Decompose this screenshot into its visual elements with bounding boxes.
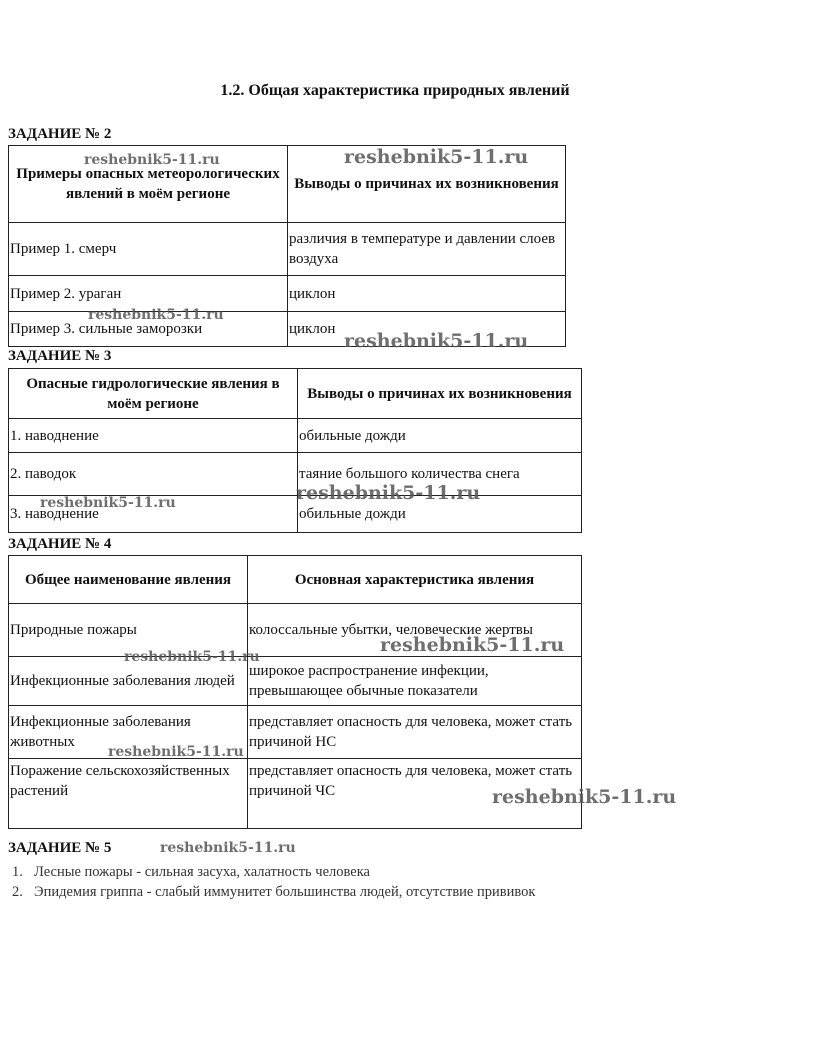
task4-cell: представляет опасность для человека, может стать причиной НС xyxy=(248,706,582,759)
watermark: reshebnik5-11.ru xyxy=(344,330,529,352)
watermark: reshebnik5-11.ru xyxy=(160,840,296,856)
list-item-number: 1. xyxy=(12,864,23,880)
list-item-number: 2. xyxy=(12,884,23,900)
task5-heading: ЗАДАНИЕ № 5 xyxy=(8,840,112,856)
page-title: 1.2. Общая характеристика природных явлений xyxy=(220,82,570,99)
task2-cell: Пример 1. смерч xyxy=(9,223,288,276)
task3-cell: обильные дожди xyxy=(298,496,582,533)
task3-cell: обильные дожди xyxy=(298,419,582,453)
task3-header-2: Выводы о причинах их возникновения xyxy=(298,369,582,419)
task4-header-1: Общее наименование явления xyxy=(9,556,248,604)
task2-header-1: Примеры опасных метеорологических явлений в моём регионе xyxy=(9,146,288,223)
watermark: reshebnik5-11.ru xyxy=(88,307,224,323)
task4-header-2: Основная характеристика явления xyxy=(248,556,582,604)
watermark: reshebnik5-11.ru xyxy=(492,786,677,808)
task3-heading: ЗАДАНИЕ № 3 xyxy=(8,348,112,364)
list-item-text: Эпидемия гриппа - слабый иммунитет большинства людей, отсутствие прививок xyxy=(34,884,536,900)
task4-cell: Инфекционные заболевания животных xyxy=(9,706,248,759)
task4-cell: колоссальные убытки, человеческие жертвы xyxy=(248,604,582,657)
task2-cell: Пример 2. ураган xyxy=(9,276,288,312)
task2-cell: циклон xyxy=(288,276,566,312)
watermark: reshebnik5-11.ru xyxy=(380,634,565,656)
watermark: reshebnik5-11.ru xyxy=(84,152,220,168)
task2-cell: различия в температуре и давлении слоев воздуха xyxy=(288,223,566,276)
task3-cell: 3. наводнение xyxy=(9,496,298,533)
list-item xyxy=(12,862,535,882)
task3-header-1: Опасные гидрологические явления в моём регионе xyxy=(9,369,298,419)
watermark: reshebnik5-11.ru xyxy=(296,482,481,504)
task4-cell: Поражение сельскохозяйственных растений xyxy=(9,759,248,829)
task2-cell: циклон xyxy=(288,312,566,347)
list-item xyxy=(12,882,535,902)
task2-heading: ЗАДАНИЕ № 2 xyxy=(8,126,112,142)
watermark: reshebnik5-11.ru xyxy=(108,744,244,760)
task3-cell: 1. наводнение xyxy=(9,419,298,453)
watermark: reshebnik5-11.ru xyxy=(40,495,176,511)
list-item-text: Лесные пожары - сильная засуха, халатность человека xyxy=(34,864,370,880)
watermark: reshebnik5-11.ru xyxy=(344,146,529,168)
task2-cell: Пример 3. сильные заморозки xyxy=(9,312,288,347)
task4-cell: Природные пожары xyxy=(9,604,248,657)
task4-cell: широкое распространение инфекции, превышающее обычные показатели xyxy=(248,657,582,706)
watermark: reshebnik5-11.ru xyxy=(124,649,260,665)
task5-list xyxy=(12,862,535,902)
task4-cell: представляет опасность для человека, может стать причиной ЧС xyxy=(248,759,582,829)
task3-cell: таяние большого количества снега xyxy=(298,453,582,496)
task3-cell: 2. паводок xyxy=(9,453,298,496)
task4-heading: ЗАДАНИЕ № 4 xyxy=(8,536,112,552)
task2-header-2: Выводы о причинах их возникновения xyxy=(288,146,566,223)
task4-cell: Инфекционные заболевания людей xyxy=(9,657,248,706)
